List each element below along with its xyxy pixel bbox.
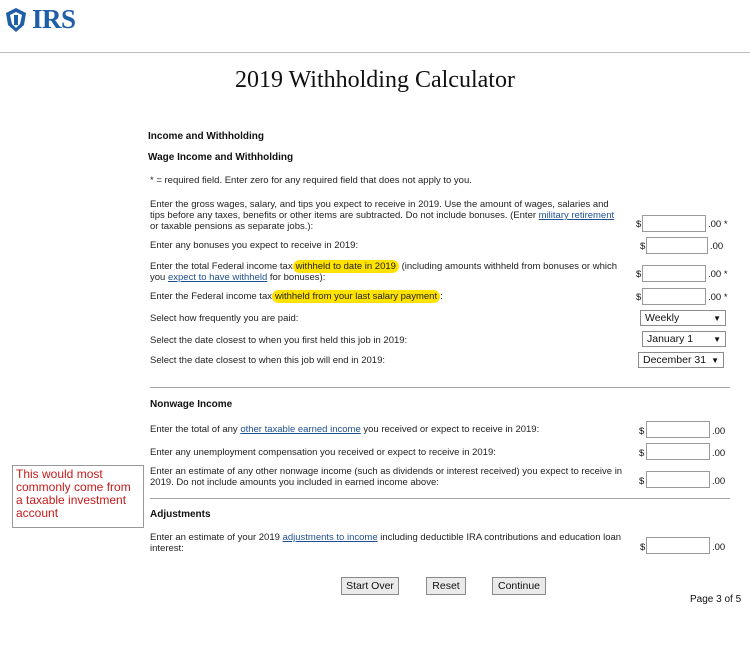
highlight: withheld from your last salary payment xyxy=(272,290,440,303)
gross-wages-cents: .00 * xyxy=(708,219,728,230)
reset-button[interactable]: Reset xyxy=(426,577,466,595)
military-retirement-link[interactable]: military retirement xyxy=(538,210,615,221)
bonuses-label: Enter any bonuses you expect to receive in 2019: xyxy=(150,240,359,251)
last-payment-label: Enter the Federal income tax withheld from your last salary payment : xyxy=(150,291,443,302)
section-divider xyxy=(150,387,730,388)
bonuses-dollar: $ xyxy=(640,241,646,252)
page-indicator: Page 3 of 5 xyxy=(690,594,742,605)
bonuses-cents: .00 xyxy=(710,241,724,252)
earned-income-input[interactable] xyxy=(646,421,710,438)
section-divider xyxy=(150,498,730,499)
dropdown-arrow-icon: ▼ xyxy=(713,313,721,323)
job-end-select[interactable]: December 31 ▼ xyxy=(638,352,724,368)
other-nonwage-label: Enter an estimate of any other nonwage income (such as dividends or interest received) you expect to receive in 2019. Do not include amounts you included in earned income above: xyxy=(150,466,623,488)
adjustments-input[interactable] xyxy=(646,537,710,554)
job-start-select[interactable]: January 1 ▼ xyxy=(642,331,726,347)
dropdown-arrow-icon: ▼ xyxy=(713,334,721,344)
job-start-label: Select the date closest to when you first held this job in 2019: xyxy=(150,335,408,346)
logo-text: IRS xyxy=(32,4,76,34)
pay-frequency-select[interactable]: Weekly ▼ xyxy=(640,310,726,326)
withheld-to-date-cents: .00 * xyxy=(708,269,728,280)
adjustments-heading: Adjustments xyxy=(150,509,211,520)
other-nonwage-input[interactable] xyxy=(646,471,710,488)
expect-to-have-withheld-link[interactable]: expect to have withheld xyxy=(167,272,268,283)
last-payment-input[interactable] xyxy=(642,288,706,305)
unemployment-cents: .00 xyxy=(712,448,726,459)
adjustments-to-income-link[interactable]: adjustments to income xyxy=(282,532,378,543)
withheld-to-date-label: Enter the total Federal income tax withheld to date in 2019 (including amounts withheld from bonuses or which you expect to have withheld for bonuses): xyxy=(150,261,618,283)
gross-wages-input[interactable] xyxy=(642,215,706,232)
bonuses-input[interactable] xyxy=(646,237,708,254)
pay-frequency-label: Select how frequently you are paid: xyxy=(150,313,299,324)
dropdown-arrow-icon: ▼ xyxy=(711,355,719,365)
other-taxable-earned-income-link[interactable]: other taxable earned income xyxy=(240,424,361,435)
adjustments-cents: .00 xyxy=(712,542,726,553)
unemployment-input[interactable] xyxy=(646,443,710,460)
unemployment-dollar: $ xyxy=(639,448,645,459)
job-end-label: Select the date closest to when this job will end in 2019: xyxy=(150,355,386,366)
gross-wages-label: Enter the gross wages, salary, and tips you expect to receive in 2019. Use the amount of wages, salaries and tips before any taxes, benefits or other items are subtracted. Do not include bonuses. (Enter military retirement or taxable pensions as separate jobs.): xyxy=(150,199,615,232)
unemployment-label: Enter any unemployment compensation you received or expect to receive in 2019: xyxy=(150,447,496,458)
annotation-note: This would most commonly come from a taxable investment account xyxy=(12,465,144,528)
other-nonwage-cents: .00 xyxy=(712,476,726,487)
required-note: * = required field. Enter zero for any required field that does not apply to you. xyxy=(150,175,472,186)
continue-button[interactable]: Continue xyxy=(492,577,546,595)
highlight: withheld to date in 2019 xyxy=(293,260,399,273)
irs-logo[interactable] xyxy=(4,4,76,35)
last-payment-dollar: $ xyxy=(636,292,642,303)
subsection-heading: Wage Income and Withholding xyxy=(148,152,294,163)
other-earned-income-label: Enter the total of any other taxable earned income you received or expect to receive in 2019: xyxy=(150,424,540,435)
start-over-button[interactable]: Start Over xyxy=(341,577,399,595)
other-nonwage-dollar: $ xyxy=(639,476,645,487)
page-title: 2019 Withholding Calculator xyxy=(235,67,515,93)
gross-wages-dollar: $ xyxy=(636,219,642,230)
adjustments-label: Enter an estimate of your 2019 adjustments to income including deductible IRA contributions and education loan interest: xyxy=(150,532,622,554)
earned-income-cents: .00 xyxy=(712,426,726,437)
withheld-to-date-input[interactable] xyxy=(642,265,706,282)
eagle-logo-icon xyxy=(4,7,28,33)
last-payment-cents: .00 * xyxy=(708,292,728,303)
adjustments-dollar: $ xyxy=(640,542,646,553)
section-heading: Income and Withholding xyxy=(148,131,265,142)
header-divider xyxy=(0,52,750,53)
earned-income-dollar: $ xyxy=(639,426,645,437)
nonwage-heading: Nonwage Income xyxy=(150,399,233,410)
withheld-to-date-dollar: $ xyxy=(636,269,642,280)
